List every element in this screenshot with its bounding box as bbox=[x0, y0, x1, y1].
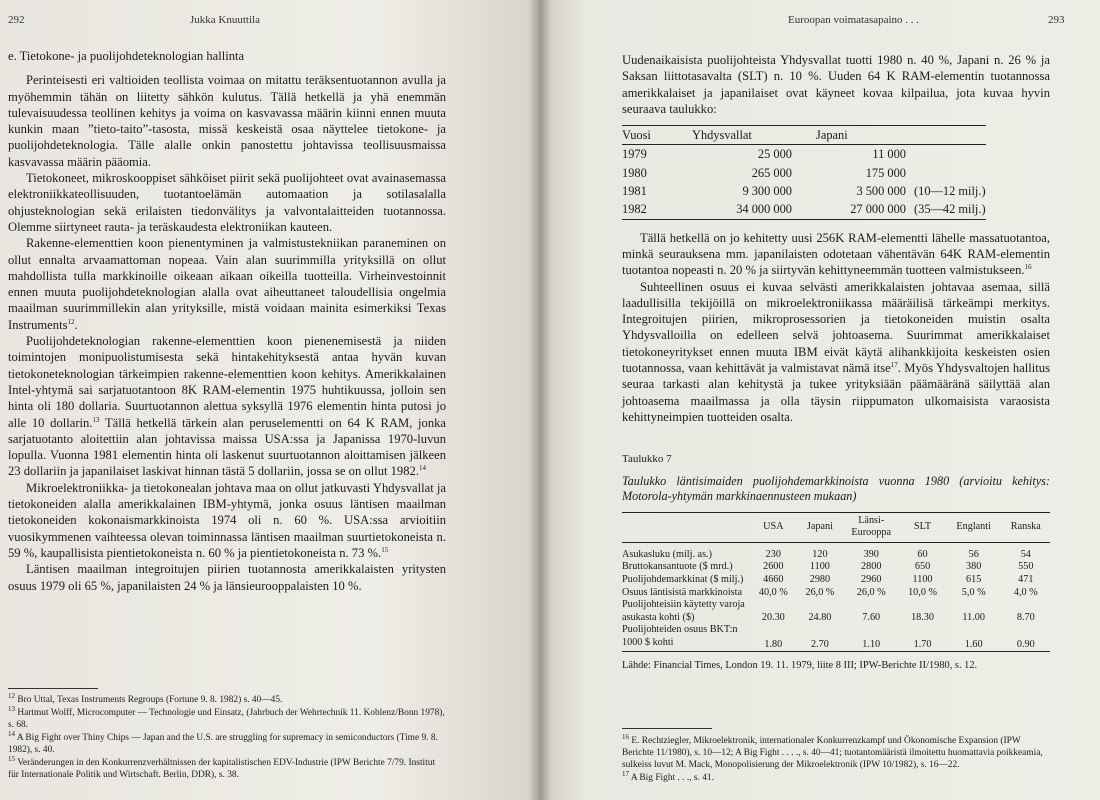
paragraph-text: Puolijohdeteknologian rakenne-elementtien koon pienenemisestä ja niiden toimintojen monipuolistumisesta sekä hintakehityksestä antaa hyvän kuvan tietokoneteknologian tärkeimpien rakenne-elementtien koon kehitys. Amerikkalainen Intel-yhtymä sai sarjatuotantoon 8K RAM-elementin 1975 huhtikuussa, jolloin sen hinta oli 180 dollaria. Suurtuotannon alettua syksyllä 1976 elementin hinta putosi jo alle 10 dollarin. bbox=[8, 334, 446, 430]
paragraph bbox=[622, 279, 1050, 426]
left-page bbox=[0, 0, 540, 800]
footnote: $^{16}$ E. Rechtziegler, Mikroelektronik, internationaler Konkurrenzkampf und Ökonomische Expansion (IPW Berichte 11/1980), s. 10—12; A Big Fight . . . ., s. 40—41; tuotantomääristä ilmoitettu huomattavia poikkeamia, sulkeiss luvut M. Mack, Monopolisierung der Mikroelektronik (IPW 10/1982), s. 16—22. bbox=[622, 732, 1043, 770]
running-head: Euroopan voimatasapaino . . . bbox=[788, 14, 920, 26]
paragraph-text: Tällä hetkellä tärkein alan peruselementti on 64 K RAM, jonka sarjatuotanto aloitettiin alan johtavissa maissa USA:ssa ja Japanissa 1970-luvun lopulla. Vuonna 1981 elementin hinta oli laskenut suurtuotannon aloittamisen jälkeen 23 dollariin ja japanilaiset laskivat hinnan tästä 5 dollariin, jossa se on ollut 1982. bbox=[8, 415, 447, 479]
production-table bbox=[622, 125, 986, 219]
footnote: $^{13}$ Hartmut Wolff, Microcomputer — Technologie und Einsatz, (Jahrbuch der Wehrtechnik 11. Koblenz/Bonn 1978), s. 68. bbox=[8, 704, 445, 730]
table-row: Asukasluku (milj. as.) 230 120 390 60 56 54 bbox=[622, 548, 1031, 560]
table-row: 1982 34 000 000 27 000 000 (35—42 milj.) bbox=[622, 200, 986, 219]
paragraph: Läntisen maailman integroitujen piirien tuotannosta amerikkalaisten yritysten osuus 1979 oli 65 %, japanilaisten 24 % ja länsieurooppalaisten 10 %. bbox=[8, 562, 446, 593]
table-source: Lähde: Financial Times, London 19. 11. 1979, liite 8 III; IPW-Berichte II/1980, s. 12. bbox=[622, 660, 978, 672]
right-footnotes bbox=[622, 732, 1050, 785]
footnote: $^{15}$ Veränderungen in den Konkurrenzverhältnissen der kapitalistischen EDV-Industrie (IPW Berichte 7/79. Institut für Internationale Politik und Wirtschaft. Berlin, DDR), s. 38. bbox=[8, 754, 436, 780]
table-row: Puolijohteisiin käytetty varoja asukasta kohti ($) 20.30 24.80 7.60 18.30 11.00 8.70 bbox=[622, 599, 1035, 623]
table-row: Puolijohteiden osuus BKT:n 1000 $ kohti 1.80 2.70 1.10 1.70 1.60 0.90 bbox=[622, 624, 1050, 652]
table-title: Taulukko läntisimaiden puolijohdemarkkinoista vuonna 1980 (arvioitu kehitys: Motorola-yhtymän markkinaennusteen mukaan) bbox=[622, 473, 1050, 503]
left-body-text bbox=[8, 46, 446, 594]
paragraph-text: Rakenne-elementtien koon pienentyminen ja valmistustekniikan paraneminen on ollut ennalta arvaamattoman nopeaa. Vain alan suurimmilla yrityksillä on ollut mahdollista tulla markkinoille oikeaan aikaan oikeilla tuotteilla. Virheinvestoinnit ennen muuta puolijohdeteknologian alalla ovat aiheuttaneet taloudellisia ongelmia maailman suurimmillekin alan yrityksille, mistä voidaan mainita esimerkiksi Texas Instruments bbox=[8, 236, 446, 332]
column-header: Ranska bbox=[1010, 520, 1041, 532]
column-header bbox=[906, 126, 986, 145]
column-header: Vuosi bbox=[622, 128, 651, 143]
footnote-ref: 17 bbox=[890, 360, 898, 369]
table-row: Bruttokansantuote ($ mrd.) 2600 1100 2800 650 380 550 bbox=[622, 561, 1034, 573]
column-header: Japani bbox=[816, 128, 848, 143]
footnote-rule bbox=[622, 728, 712, 729]
paragraph: Perinteisesti eri valtioiden teollista voimaa on mitattu teräksentuotannon avulla ja myöhemmin tähän on liitetty sähkön kulutus. Tällä hetkellä ja yhä enemmän tulevaisuudessa teollinen kehitys ja voima on kasvavassa määrin kiinni ennen muuta kunkin maan ”tieto-taito”-tasosta, missä keskeistä osaa näyttelee tietokone- ja puolijohdeteknologia. Tälle alalle onkin panostettu johtavissa teollisuusmaissa kasvavassa määrin pääomia. bbox=[8, 73, 446, 169]
right-body-text bbox=[622, 52, 1050, 675]
page-number: 293 bbox=[1048, 14, 1065, 26]
footnote: $^{14}$ A Big Fight over Thiny Chips — Japan and the U.S. are struggling for supremacy in semiconductors (Time 9. 8. 1982), s. 40. bbox=[8, 729, 438, 755]
column-header: Japani bbox=[806, 520, 833, 532]
paragraph-text: Suhteellinen osuus ei kuvaa selvästi amerikkalaisten johtavaa asemaa, sillä laadullisilla tekijöillä on mikroelektroniikassa määräilisä tärkeämpi merkitys. Integroitujen piirien, mikroprosessorien ja tietokoneiden muistin osalta Yhdysvalloilla on edelleen selvä johtoasema. Suurimmat amerikkalaiset tietokoneyritykset ennen muuta IBM eivät käytä alihankkijoita keskeisten osien tuotannossa, vaan kehittävät ja valmistavat nämä itse bbox=[622, 279, 1050, 376]
left-footnotes bbox=[8, 691, 446, 782]
column-header: Länsi-Eurooppa bbox=[851, 514, 892, 539]
footnote-ref: 14 bbox=[418, 464, 426, 473]
column-header: Yhdysvallat bbox=[692, 128, 752, 143]
right-page bbox=[540, 0, 1100, 800]
column-header: SLT bbox=[913, 520, 932, 532]
footnote-ref: 13 bbox=[92, 415, 100, 424]
table-row: 1979 25 000 11 000 bbox=[622, 147, 906, 162]
paragraph-text: . Myös Yhdysvaltojen hallitus seuraa tarkasti alan kehitystä ja tukee yrityksiään päämääränä säilyttää alan johtoasema maailmassa ja olla täysin riippumaton ulkomaisista varaosista kehittyneimpien tuotteiden osalta. bbox=[622, 361, 1050, 424]
paragraph: Tietokoneet, mikroskooppiset sähköiset piirit sekä puolijohteet ovat avainasemassa elektroniikkateollisuuden, tuotantoelämän automaation ja sotilasalalla ohjusteknologian sekä erilaisten tiedonvälitys ja valvontalaitteiden tuotannossa. Olemme siirtyneet rauta- ja teräskaudesta elektroniikan kauteen. bbox=[8, 171, 446, 234]
semiconductor-market-table bbox=[622, 512, 1050, 653]
paragraph bbox=[8, 333, 446, 480]
footnote: $^{17}$ A Big Fight . . ., s. 41. bbox=[622, 769, 714, 783]
table-row: Osuus läntisistä markkinoista 40,0 % 26,0 % 26,0 % 10,0 % 5,0 % 4,0 % bbox=[622, 586, 1038, 598]
paragraph-text: Tällä hetkellä on jo kehitetty uusi 256K RAM-elementti lähelle massatuotantoa, minkä seurauksena mm. japanilaisten odotetaan vähentävän 64K RAM-elementin tuotantoa nopeasti n. 20 % ja siirtyvän kehittyneemmän tuotteen valmistukseen. bbox=[622, 230, 1050, 278]
table-header-row bbox=[622, 512, 1050, 542]
footnote-ref: 16 bbox=[1024, 263, 1032, 272]
table-header-row bbox=[622, 126, 986, 145]
section-heading: e. Tietokone- ja puolijohdeteknologian hallinta bbox=[8, 49, 245, 63]
footnote: $^{12}$ Bro Uttal, Texas Instruments Regroups (Fortune 9. 8. 1982) s. 40—45. bbox=[8, 691, 283, 705]
column-header: Englanti bbox=[956, 520, 991, 532]
table-row: Puolijohdemarkkinat ($ milj.) 4660 2980 2960 1100 615 471 bbox=[622, 573, 1034, 585]
paragraph bbox=[622, 230, 1050, 279]
column-header: USA bbox=[763, 520, 784, 532]
footnote-ref: 12 bbox=[67, 317, 75, 326]
paragraph-text: Mikroelektroniikka- ja tietokonealan johtava maa on ollut jatkuvasti Yhdysvallat ja tietokoneiden alalla amerikkalainen IBM-yhtymä, jonka osuus läntisen maailman tietokoneiden kokonaismarkkinoista 1974 oli n. 60 %. USA:ssa arvioitiin vuosikymmenen vaihteessa olevan toiminnassa läntisen maailman suurtietokoneista n. 59 %, kaupallisista pientietokoneista n. 60 % ja pientietokoneista n. 73 %. bbox=[8, 480, 446, 560]
paragraph: Rakenne-elementtien koon pienentyminen ja valmistustekniikan paraneminen on ollut ennalta arvaamattoman nopeaa. Vain alan suurimmilla yrityksillä on ollut mahdollista tulla markkinoille oikeaan aikaan oikeilla tuotteilla. Virheinvestoinnit ennen muuta puolijohdeteknologian alalla ovat aiheuttaneet taloudellisia ongelmia maailman suurimmillekin alan yrityksille, mistä voidaan mainita esimerkiksi Texas Instruments$^{12}$. bbox=[8, 236, 446, 332]
footnote-ref: 15 bbox=[381, 545, 389, 554]
table-label: Taulukko 7 bbox=[622, 453, 672, 466]
table-row: 1980 265 000 175 000 bbox=[622, 165, 906, 180]
footnote-rule bbox=[8, 688, 98, 689]
running-head: Jukka Knuuttila bbox=[190, 14, 260, 26]
page-number: 292 bbox=[8, 14, 25, 26]
table-row: 1981 9 300 000 3 500 000 (10—12 milj.) bbox=[622, 184, 986, 199]
paragraph bbox=[8, 480, 446, 561]
paragraph: Uudenaikaisista puolijohteista Yhdysvallat tuotti 1980 n. 40 %, Japani n. 26 % ja Saksan liittotasavalta (SLT) n. 10 %. Uuden 64 K RAM-elementin tuotannossa amerikkalaiset ja japanilaiset ovat käyneet kovaa kilpailua, jota kuvaa hyvin seuraava taulukko: bbox=[622, 53, 1050, 116]
book-gutter bbox=[528, 0, 552, 800]
